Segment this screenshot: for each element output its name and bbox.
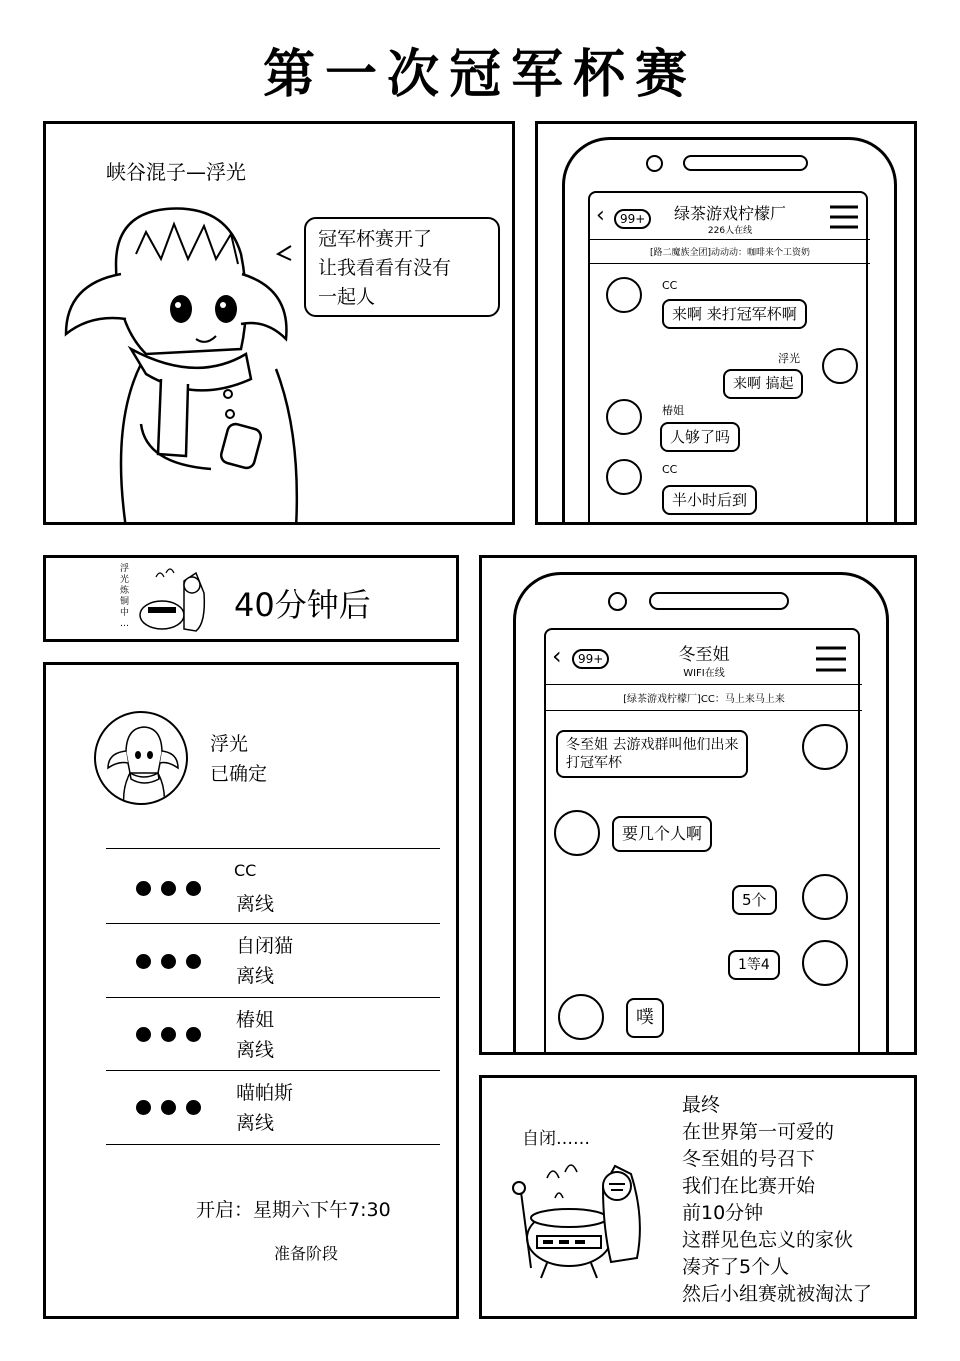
narration-line: 在世界第一可爱的: [682, 1121, 835, 1143]
character-drawing: [46, 124, 515, 525]
pending-dot: [186, 1100, 201, 1115]
pending-dot: [161, 1027, 176, 1042]
panel-caption: 峡谷混子—浮光: [106, 160, 246, 184]
chat-title: 绿茶游戏柠檬厂: [673, 204, 786, 223]
message-bubble: 来啊 来打冠军杯啊: [662, 299, 807, 329]
panel-group-chat: [535, 121, 917, 525]
pending-dot: [161, 954, 176, 969]
ending-narration: [682, 1092, 872, 1308]
chat-online-count: 226人在线: [707, 226, 753, 236]
divider: [106, 997, 440, 998]
sender-name: CC: [662, 463, 678, 476]
avatar[interactable]: [802, 940, 848, 986]
speech-line: 让我看看有没有: [318, 257, 452, 279]
divider: [546, 710, 862, 711]
pending-dot: [161, 881, 176, 896]
divider: [106, 923, 440, 924]
narration-line: 这群见色忘义的家伙: [682, 1229, 854, 1251]
sender-name: 浮光: [778, 352, 800, 365]
page-title: 第一次冠军杯赛: [262, 45, 697, 105]
menu-icon[interactable]: [816, 646, 846, 672]
message-bubble: 5个: [732, 885, 777, 915]
narration-line: 凑齐了5个人: [682, 1256, 790, 1278]
player-status: 已确定: [210, 763, 268, 785]
chat-screen: [588, 191, 868, 525]
member-name: 喵帕斯: [236, 1082, 294, 1104]
menu-icon[interactable]: [830, 205, 858, 229]
unread-badge: 99+: [614, 209, 651, 229]
sender-name: CC: [662, 279, 678, 292]
narration-line: 然后小组赛就被淘汰了: [682, 1283, 873, 1305]
pending-dot: [136, 881, 151, 896]
sender-name: 椿姐: [662, 404, 684, 417]
member-status: 离线: [236, 1112, 275, 1134]
chat-online-status: WIFI在线: [683, 668, 725, 679]
back-chevron-icon[interactable]: ‹: [596, 203, 605, 228]
panel-direct-chat: [479, 555, 917, 1055]
phone-camera: [646, 155, 663, 172]
side-note: 浮 光 炼 铜 中 …: [120, 564, 130, 629]
unread-badge: 99+: [572, 649, 609, 669]
message-bubble: 来啊 搞起: [723, 369, 803, 399]
pending-dot: [161, 1100, 176, 1115]
divider: [590, 239, 870, 240]
character-icon: [96, 713, 188, 805]
cauldron-witch-icon: [507, 1158, 657, 1288]
speech-line: 一起人: [318, 286, 376, 308]
divider: [106, 848, 440, 849]
avatar[interactable]: [606, 459, 642, 495]
panel-character-intro: [43, 121, 515, 525]
player-avatar[interactable]: [94, 711, 188, 805]
panel-time-skip: [43, 555, 459, 642]
pinned-message: [绿茶游戏柠檬厂]CC：马上来马上来: [623, 694, 785, 705]
panel-team-lobby: [43, 662, 459, 1319]
pinned-message: [路二魔族全团]动动动：咖啡来个工资奶: [649, 248, 811, 258]
message-bubble: 半小时后到: [662, 485, 757, 515]
pending-dot: [136, 1027, 151, 1042]
pending-dot: [136, 1100, 151, 1115]
member-status: 离线: [236, 965, 275, 987]
divider: [106, 1070, 440, 1071]
avatar[interactable]: [606, 399, 642, 435]
aside-text: 自闭……: [522, 1129, 590, 1149]
narration-line: 冬至姐的号召下: [682, 1148, 816, 1170]
stage-label: 准备阶段: [274, 1244, 339, 1263]
message-bubble: 人够了吗: [660, 422, 740, 452]
avatar[interactable]: [606, 277, 642, 313]
narration-line: 我们在比赛开始: [682, 1175, 816, 1197]
cauldron-witch-icon: [134, 563, 214, 639]
phone-speaker: [683, 155, 808, 171]
member-status: 离线: [236, 1039, 275, 1061]
narration-line: 最终: [682, 1094, 721, 1116]
avatar[interactable]: [822, 348, 858, 384]
chat-title: 冬至姐: [678, 645, 730, 665]
message-bubble: 噗: [626, 998, 664, 1038]
message-bubble: 要几个人啊: [612, 816, 712, 852]
divider: [590, 263, 870, 264]
narration-line: 前10分钟: [682, 1202, 764, 1224]
member-name: 椿姐: [236, 1009, 275, 1031]
member-status: 离线: [236, 893, 275, 915]
avatar[interactable]: [554, 810, 600, 856]
message-bubble: 冬至姐 去游戏群叫他们出来 打冠军杯: [556, 730, 748, 778]
pending-dot: [186, 881, 201, 896]
time-skip-label: 40分钟后: [234, 586, 371, 624]
pending-dot: [186, 1027, 201, 1042]
avatar[interactable]: [802, 874, 848, 920]
member-name: CC: [234, 861, 257, 880]
avatar[interactable]: [802, 724, 848, 770]
speech-line: 冠军杯赛开了: [318, 228, 433, 250]
panel-ending: [479, 1075, 917, 1319]
avatar[interactable]: [558, 994, 604, 1040]
divider: [106, 1144, 440, 1145]
pending-dot: [186, 954, 201, 969]
divider: [546, 684, 862, 685]
member-name: 自闭猫: [236, 935, 294, 957]
phone-speaker: [649, 592, 789, 610]
chat-screen: [544, 628, 860, 1055]
player-name: 浮光: [210, 733, 249, 755]
message-bubble: 1等4: [728, 950, 780, 980]
start-time: 开启：星期六下午7:30: [196, 1199, 391, 1221]
pending-dot: [136, 954, 151, 969]
back-chevron-icon[interactable]: ‹: [552, 642, 562, 670]
phone-camera: [608, 592, 627, 611]
